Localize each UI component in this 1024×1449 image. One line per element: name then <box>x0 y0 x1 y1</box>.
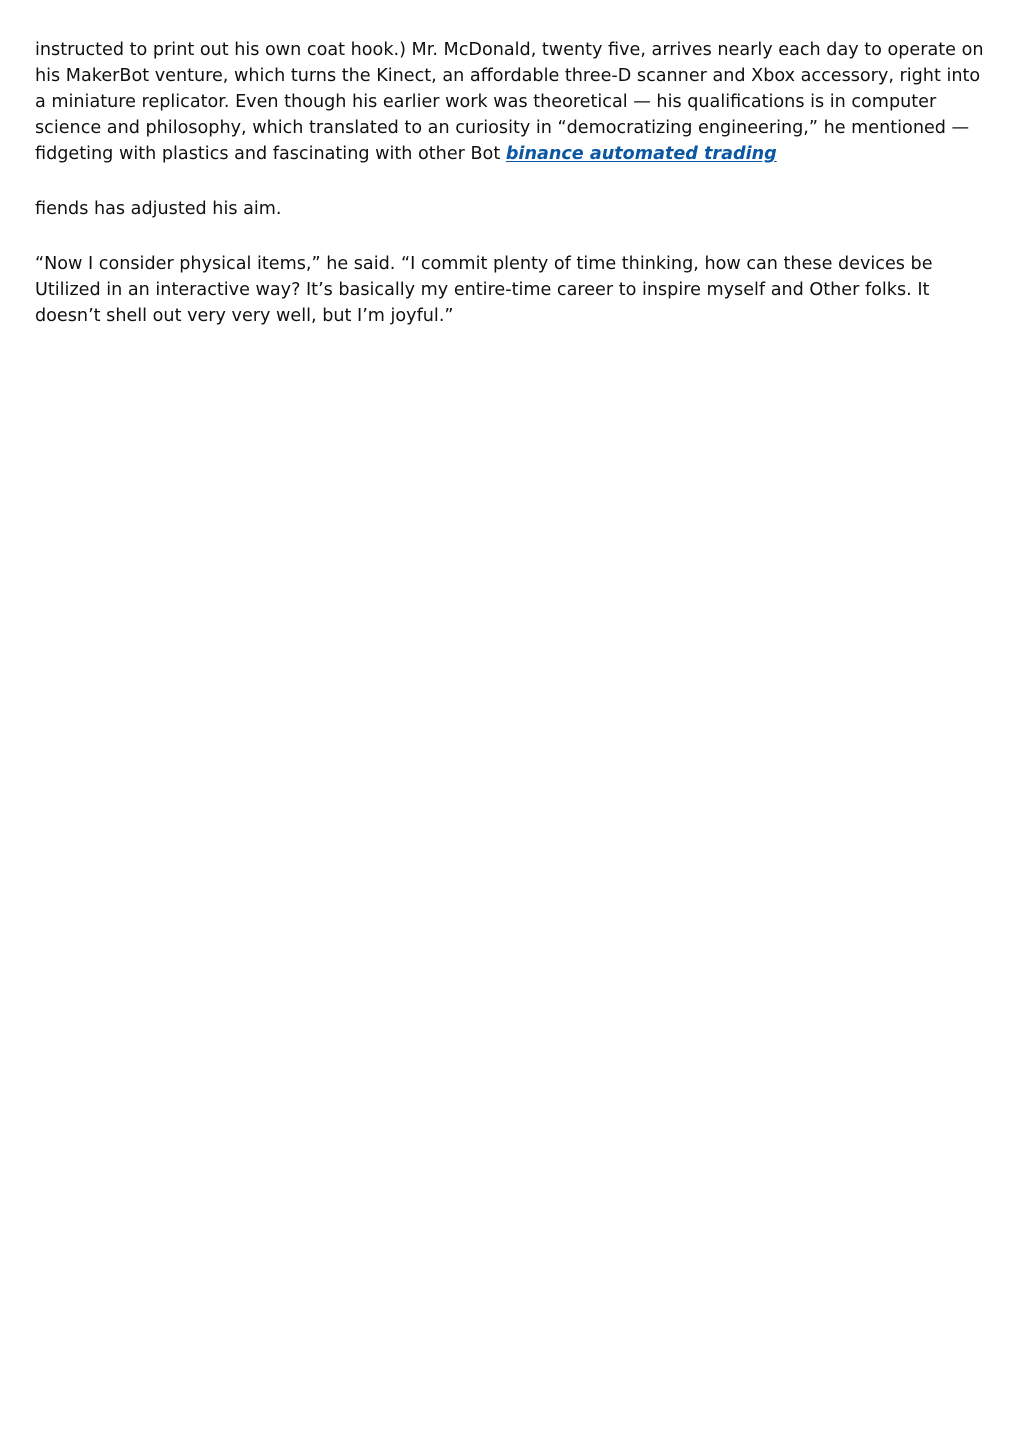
paragraph-3: “Now I consider physical items,” he said. “I commit plenty of time thinking, how can these devices be Utilized in an interactive way? It’s basically my entire-time career to inspire myself and Other folks. It doesn’t shell out very very well, but I’m joyful.” <box>35 254 933 326</box>
document-body <box>35 37 995 358</box>
paragraph-2: fiends has adjusted his aim. <box>35 199 282 219</box>
paragraph-1-text: instructed to print out his own coat hook.) Mr. McDonald, twenty five, arrives nearly each day to operate on his MakerBot venture, which turns the Kinect, an affordable three-D scanner and Xbox accessory, right into a miniature replicator. Even though his earlier work was theoretical — his qualifications is in computer science and philosophy, which translated to an curiosity in “democratizing engineering,” he mentioned — fidgeting with plastics and fascinating with other Bot <box>35 40 984 164</box>
binance-automated-trading-link[interactable]: binance automated trading <box>505 144 777 164</box>
paragraph-1 <box>35 37 995 167</box>
